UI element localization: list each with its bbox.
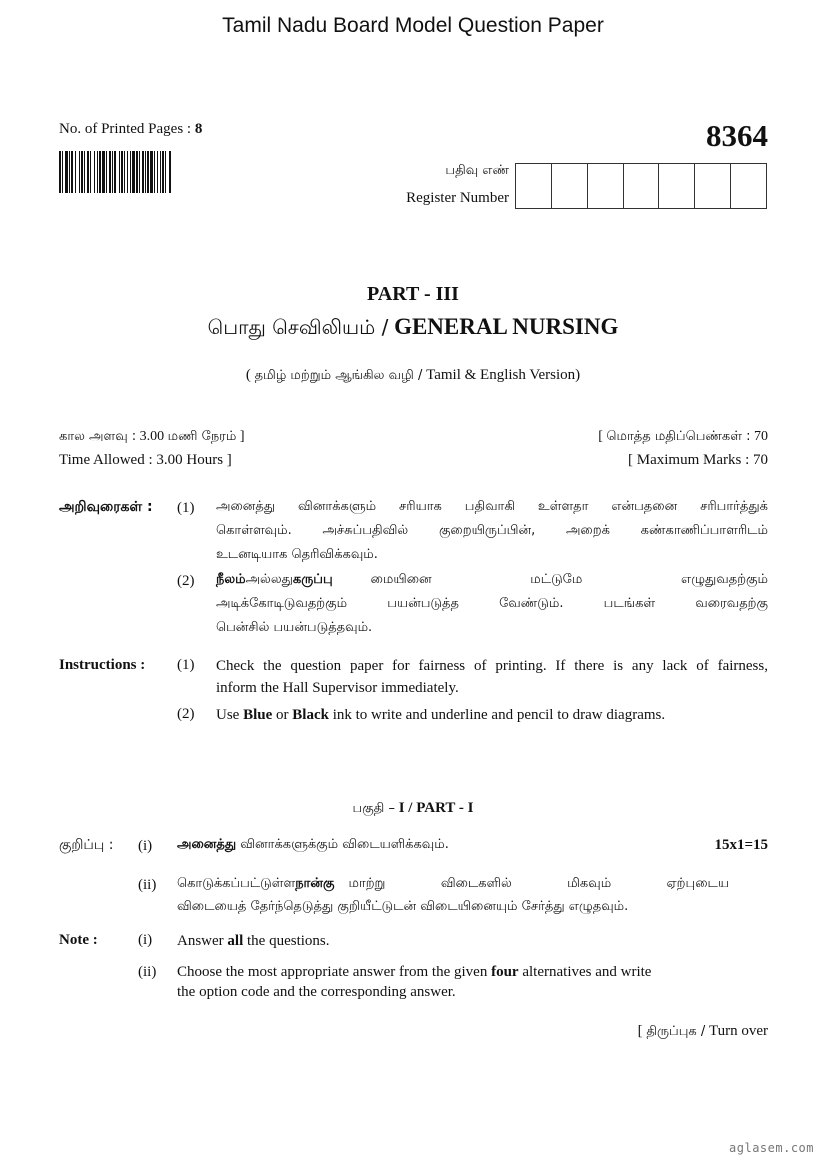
max-marks-tamil [598,429,768,445]
turn-over-tamil: திருப்புக / [646,1024,706,1039]
note-tamil-label: குறிப்பு : [59,837,114,853]
marks-tamil-label: மொத்த மதிப்பெண்கள் : [606,429,751,444]
barcode-bar [171,151,172,193]
instruction-tamil-1-line-3: உடனடியாக தெரிவிக்கவும். [216,547,378,562]
max-marks-english: [ Maximum Marks : 70 [628,452,768,468]
printed-pages-value: 8 [194,121,203,137]
note-tamil-1-num: (i) [138,838,153,854]
black-tamil: கருப்பு [292,572,333,587]
turn-over-open: [ [637,1023,643,1039]
time-tamil-label: கால அளவு : [59,429,137,444]
note-tamil-1-text: வினாக்களுக்கும் விடையளிக்கவும். [240,837,449,852]
instruction-english-2 [216,704,768,726]
register-digit-box[interactable] [659,164,695,208]
marks-tamil-open: [ [598,429,603,444]
instruction-english-1-line-2: inform the Hall Supervisor immediately. [216,680,459,696]
note-english-2-num: (ii) [138,964,157,980]
instruction-tamil-2-rest: மையினை மட்டுமே எழுதுவதற்கும் [370,572,768,587]
instruction-english-2-pre: Use [216,707,240,723]
printed-pages [59,121,202,138]
instruction-english-1-num: (1) [177,657,195,673]
time-tamil-value: 3.00 [139,429,165,444]
register-label-tamil: பதிவு எண் [445,163,509,178]
note-english-1-post: the questions. [247,933,330,949]
or-tamil: அல்லது [245,572,293,587]
note-tamil-2-bold: நான்கு [295,876,335,891]
note-tamil-2-line-2: விடையைத் தேர்ந்தெடுத்து குறியீட்டுடன் விடையினையும் சேர்த்து எழுதவும். [177,899,629,914]
note-tamil-2-num: (ii) [138,877,157,893]
instructions-tamil-label: அறிவுரைகள் : [59,499,153,515]
instruction-tamil-2-line-3: பென்சில் பயன்படுத்தவும். [216,620,373,635]
note-english-2-bold: four [491,964,519,980]
instruction-tamil-2-line-1 [216,568,768,592]
black-english: Black [292,707,329,723]
section-heading-english: I / PART - I [398,800,474,816]
note-english-1-bold: all [227,933,244,949]
time-allowed-tamil [59,429,245,445]
marks-tamil-value: 70 [754,429,768,444]
register-label-english: Register Number [406,190,509,206]
turn-over [638,1023,768,1040]
version-open: ( [245,367,251,383]
register-digit-box[interactable] [516,164,552,208]
note-tamil-2-line-1 [177,872,729,895]
barcode-image [59,151,267,193]
page-header-title: Tamil Nadu Board Model Question Paper [222,14,604,37]
time-allowed-english: Time Allowed : 3.00 Hours ] [59,452,232,468]
note-english-2-post: alternatives and write [522,964,652,980]
note-english-label: Note : [59,932,98,948]
section-heading-tamil: பகுதி – [352,801,395,816]
note-english-1-pre: Answer [177,933,224,949]
instruction-tamil-2-num: (2) [177,573,195,589]
part-heading: PART - III [367,283,459,305]
note-tamil-2-post: மாற்று விடைகளில் மிகவும் ஏற்புடைய [348,876,729,891]
instruction-english-2-num: (2) [177,706,195,722]
blue-english: Blue [243,707,273,723]
instruction-tamil-1-num: (1) [177,500,195,516]
note-tamil-1 [177,833,449,857]
register-digit-box[interactable] [695,164,731,208]
register-digit-box[interactable] [588,164,624,208]
version-english: Tamil & English Version) [426,367,581,383]
note-tamil-2 [177,872,729,918]
subject-title [0,314,826,342]
register-digit-box[interactable] [552,164,588,208]
instructions-english-label: Instructions : [59,657,146,673]
instruction-tamil-2 [216,568,768,640]
instruction-english-1 [216,655,768,699]
subject-title-tamil: பொது செவிலியம் / [207,315,389,339]
instruction-tamil-2-line-2: அடிக்கோடிடுவதற்கும் பயன்படுத்த வேண்டும். படங்கள் வரைவதற்கு [216,596,768,611]
register-digit-box[interactable] [624,164,660,208]
note-english-2 [177,962,729,1002]
note-english-2-line-1 [177,962,729,982]
time-tamil-close: ] [239,429,245,444]
note-tamil-2-pre: கொடுக்கப்பட்டுள்ள [177,876,296,891]
version-line [0,367,826,384]
watermark: aglasem.com [729,1141,814,1155]
paper-code: 8364 [706,118,768,153]
register-digit-box[interactable] [731,164,766,208]
blue-tamil: நீலம் [216,572,246,587]
instruction-tamil-1-line-2: கொள்ளவும். அச்சுப்பதிவில் குறையிருப்பின், அறைக் கண்காணிப்பாளரிடம் [216,523,768,538]
instruction-english-2-post: ink to write and underline and pencil to draw diagrams. [332,707,666,723]
instruction-english-1-line-1: Check the question paper for fairness of printing. If there is any lack of fairness, [216,658,768,674]
time-tamil-unit: மணி நேரம் [167,429,237,444]
register-number-boxes[interactable] [515,163,767,209]
or-english: or [276,707,289,723]
subject-title-english: GENERAL NURSING [394,314,619,339]
section-heading [0,800,826,817]
note-tamil-1-bold: அனைத்து [177,837,237,852]
note-english-1 [177,930,330,952]
turn-over-english: Turn over [708,1023,768,1039]
note-english-1-num: (i) [138,932,153,948]
note-english-2-pre: Choose the most appropriate answer from the given [177,964,488,980]
instruction-tamil-1 [216,495,768,567]
printed-pages-label: No. of Printed Pages : [59,121,192,137]
instruction-tamil-1-line-1: அனைத்து வினாக்களும் சரியாக பதிவாகி உள்ளதா என்பதனை சரிபார்த்துக் [216,499,768,514]
note-english-2-line-2: the option code and the corresponding answer. [177,984,456,1000]
marks-allocation: 15x1=15 [714,837,768,853]
version-tamil: தமிழ் மற்றும் ஆங்கில வழி / [254,368,423,383]
